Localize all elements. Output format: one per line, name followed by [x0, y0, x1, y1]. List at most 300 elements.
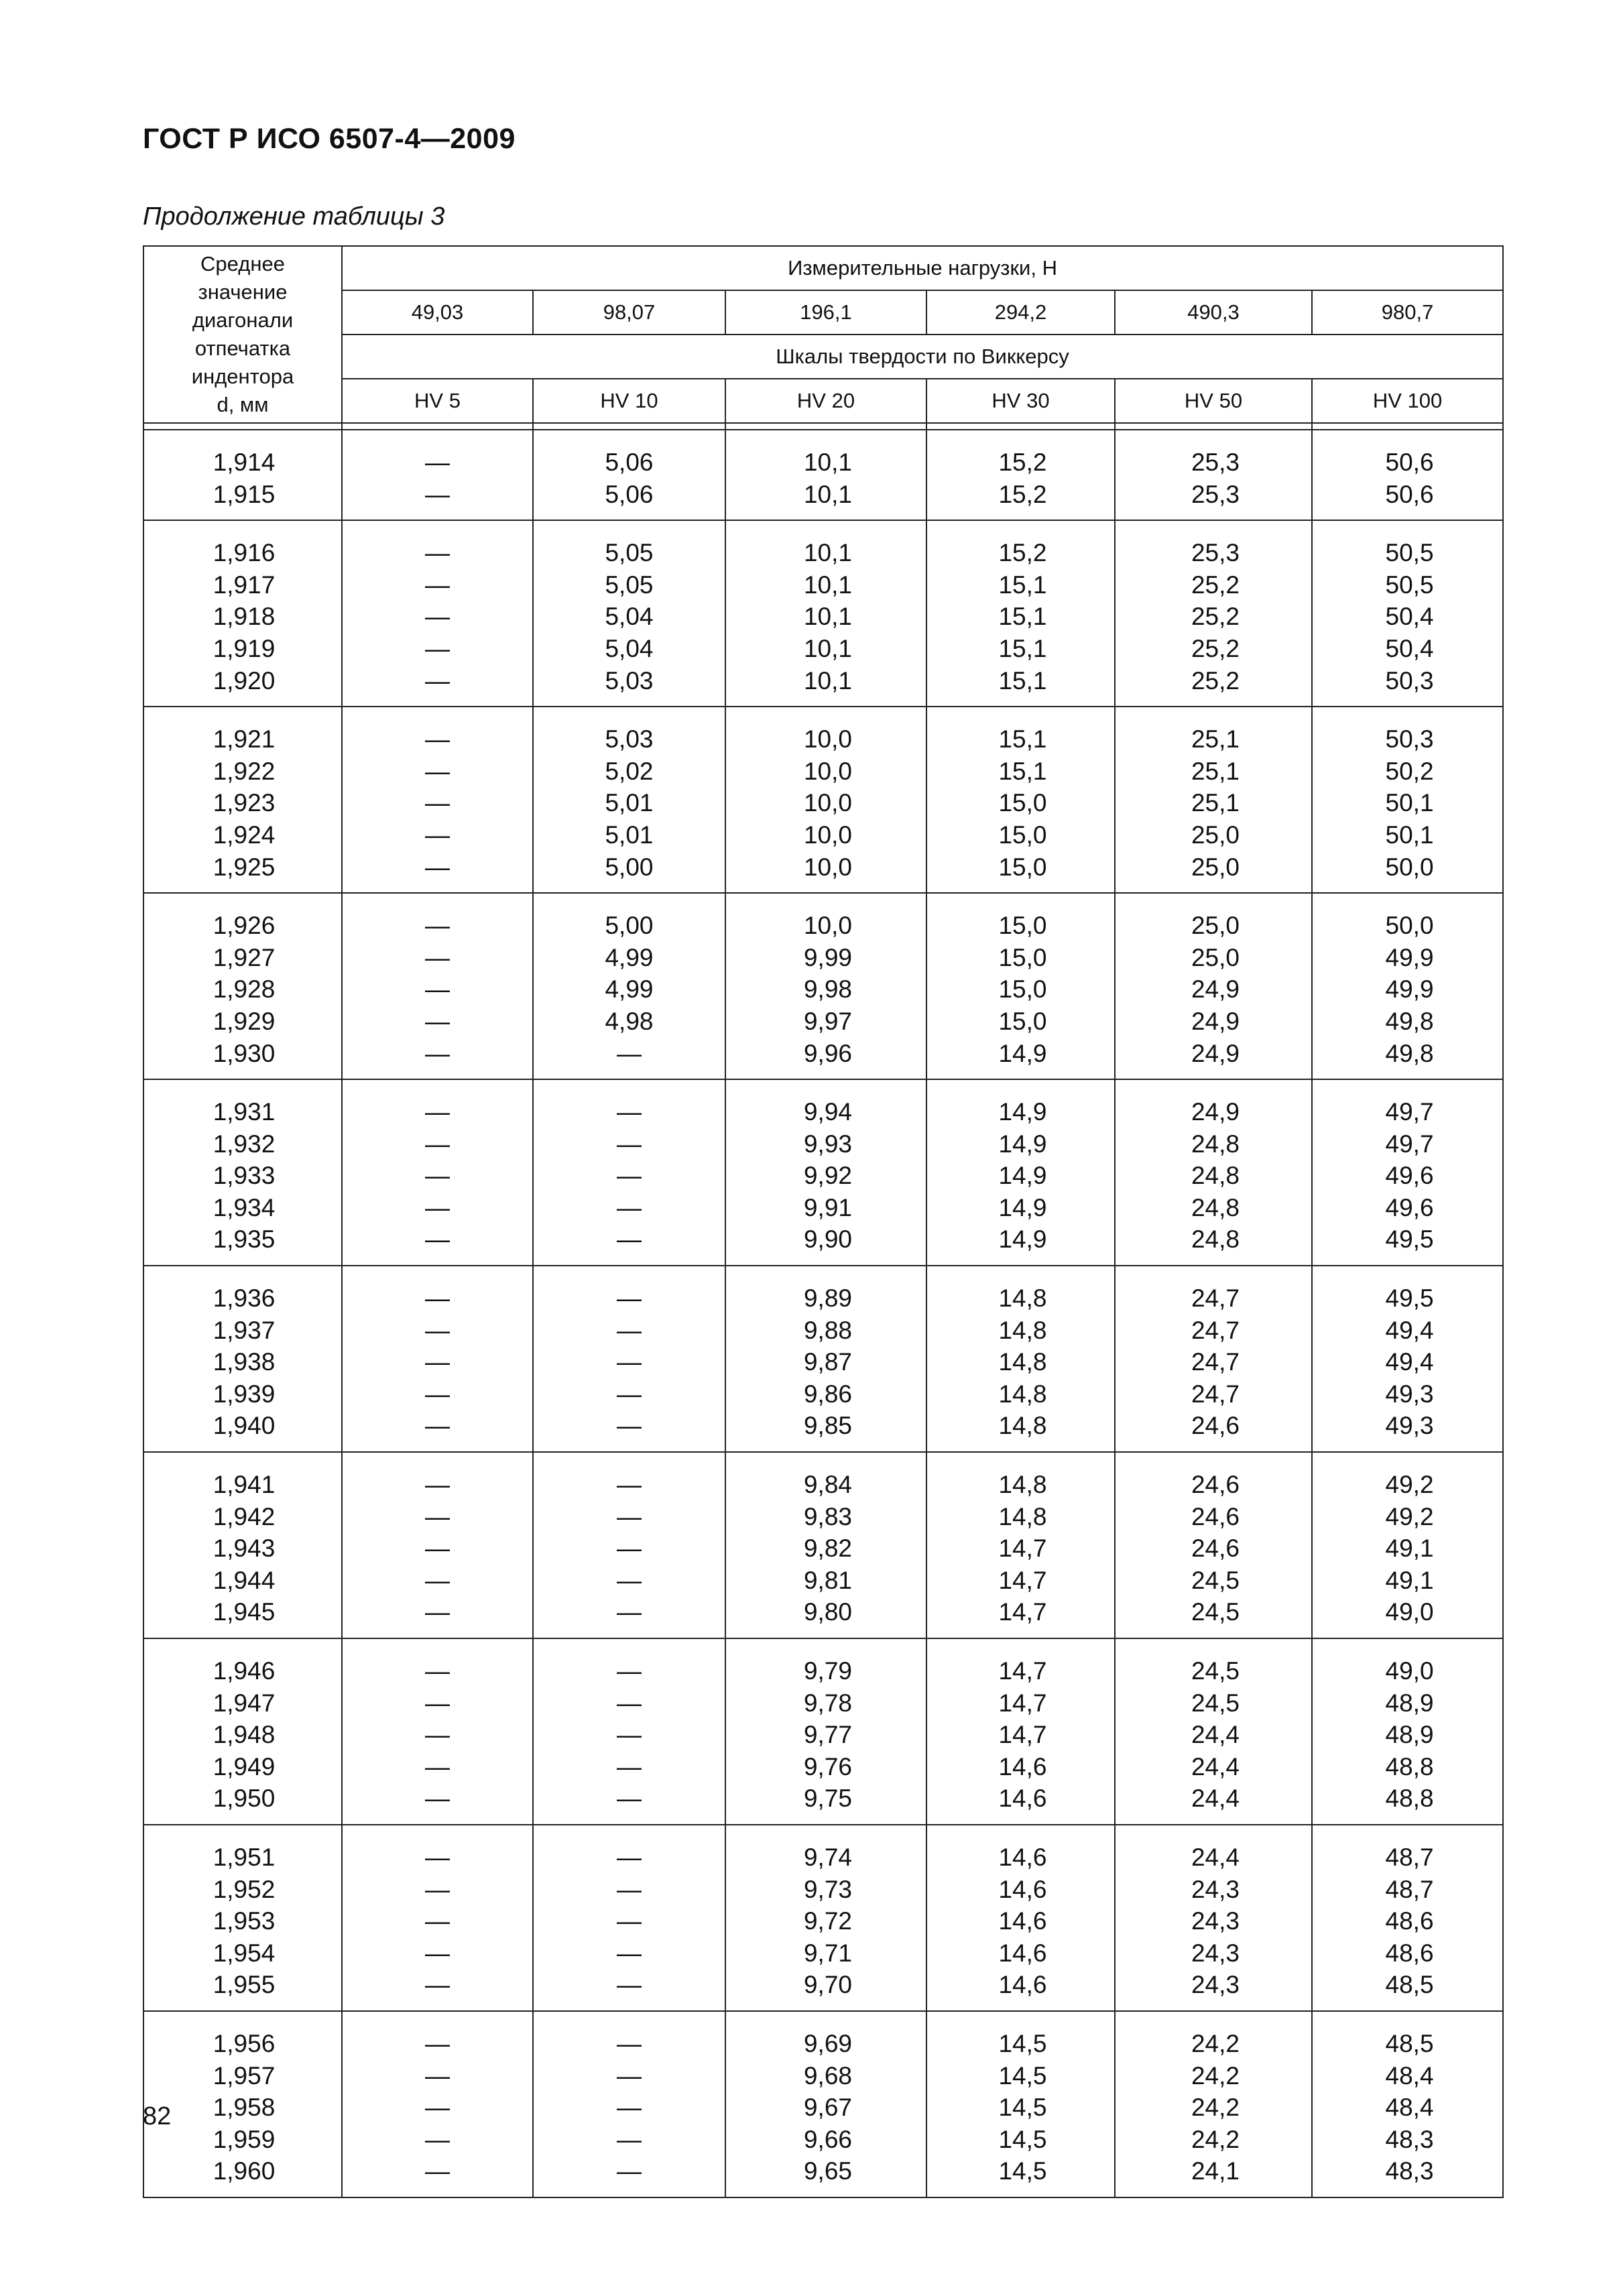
cell-value: — — [617, 1752, 642, 1780]
cell-value: 14,7 — [998, 1598, 1047, 1626]
cell-hv50 — [1115, 1638, 1312, 1825]
cell-value: 48,9 — [1385, 1721, 1434, 1749]
cell-value: 9,76 — [803, 1752, 852, 1780]
table-row-group — [143, 1825, 1503, 2011]
cell-hv30 — [926, 520, 1115, 707]
cell-value: 1,956 — [213, 2029, 276, 2057]
cell-hv30 — [926, 1638, 1115, 1825]
cell-value: — — [425, 943, 450, 971]
load-cell: 49,03 — [342, 290, 533, 335]
table-row — [143, 893, 1503, 1079]
cell-value: — — [617, 2157, 642, 2185]
cell-value: 24,7 — [1191, 1348, 1240, 1376]
cell-value: 14,7 — [998, 1657, 1047, 1685]
cell-value: 24,2 — [1191, 2061, 1240, 2090]
cell-value: 1,957 — [213, 2061, 276, 2090]
load-cell: 98,07 — [533, 290, 725, 335]
cell-value: 49,8 — [1385, 1007, 1434, 1035]
cell-value: 5,05 — [605, 570, 654, 599]
cell-value: 1,919 — [213, 634, 276, 662]
cell-value: 10,0 — [803, 757, 852, 785]
cell-value: 48,6 — [1385, 1939, 1434, 1967]
cell-value: — — [425, 2061, 450, 2090]
cell-value: — — [425, 1566, 450, 1594]
cell-value: — — [425, 1193, 450, 1221]
cell-hv20 — [725, 1638, 926, 1825]
cell-value: 1,928 — [213, 975, 276, 1004]
cell-value: 15,0 — [998, 943, 1047, 971]
cell-value: — — [617, 1971, 642, 1999]
cell-value: 14,9 — [998, 1162, 1047, 1190]
cell-value: 14,6 — [998, 1875, 1047, 1903]
cell-value: 24,3 — [1191, 1939, 1240, 1967]
cell-value: — — [425, 1875, 450, 1903]
cell-value: 1,950 — [213, 1785, 276, 1813]
cell-value: — — [425, 634, 450, 662]
cell-value: — — [425, 1721, 450, 1749]
cell-value: 14,7 — [998, 1721, 1047, 1749]
cell-hv30 — [926, 1825, 1115, 2011]
cell-value: — — [425, 2029, 450, 2057]
cell-value: 9,78 — [803, 1689, 852, 1717]
cell-value: 1,949 — [213, 1752, 276, 1780]
cell-value: 24,4 — [1191, 1752, 1240, 1780]
cell-hv100 — [1312, 2011, 1503, 2197]
cell-value: 9,94 — [803, 1098, 852, 1126]
cell-value: 5,04 — [605, 603, 654, 631]
cell-value: 24,9 — [1191, 975, 1240, 1004]
cell-value: 10,0 — [803, 789, 852, 817]
cell-value: 25,3 — [1191, 480, 1240, 508]
cell-value: 1,959 — [213, 2125, 276, 2153]
cell-value: 1,944 — [213, 1566, 276, 1594]
cell-value: 14,5 — [998, 2125, 1047, 2153]
cell-value: 5,03 — [605, 666, 654, 694]
cell-hv10 — [533, 707, 725, 893]
table-row — [143, 707, 1503, 893]
cell-value: — — [617, 1785, 642, 1813]
cell-value: 10,0 — [803, 725, 852, 753]
cell-value: — — [617, 1875, 642, 1903]
cell-value: 24,2 — [1191, 2094, 1240, 2122]
cell-value: 25,0 — [1191, 912, 1240, 940]
table-row-group — [143, 1079, 1503, 1266]
cell-hv20 — [725, 1825, 926, 2011]
cell-hv10 — [533, 2011, 725, 2197]
cell-value: 1,935 — [213, 1225, 276, 1254]
cell-value: 5,02 — [605, 757, 654, 785]
cell-value: 1,953 — [213, 1907, 276, 1935]
cell-value: 25,2 — [1191, 634, 1240, 662]
scale-cell: HV 100 — [1312, 379, 1503, 423]
cell-value: 1,929 — [213, 1007, 276, 1035]
cell-value: 25,1 — [1191, 757, 1240, 785]
document-title: ГОСТ Р ИСО 6507-4—2009 — [143, 123, 516, 155]
cell-value: 15,2 — [998, 448, 1047, 476]
cell-value: 14,8 — [998, 1502, 1047, 1530]
cell-value: 9,77 — [803, 1721, 852, 1749]
cell-value: 1,930 — [213, 1039, 276, 1067]
cell-value: — — [425, 975, 450, 1004]
cell-hv50 — [1115, 707, 1312, 893]
cell-value: 9,84 — [803, 1471, 852, 1499]
cell-value: — — [425, 1939, 450, 1967]
cell-value: — — [617, 1471, 642, 1499]
cell-value: — — [617, 1689, 642, 1717]
cell-value: 24,3 — [1191, 1907, 1240, 1935]
cell-value: 1,948 — [213, 1721, 276, 1749]
cell-value: — — [425, 448, 450, 476]
cell-value: 1,916 — [213, 539, 276, 567]
param-header-line: значение — [198, 280, 288, 304]
cell-value: 15,2 — [998, 480, 1047, 508]
diagonal-column-header — [143, 246, 342, 423]
cell-value: 49,1 — [1385, 1566, 1434, 1594]
cell-value: 15,0 — [998, 821, 1047, 849]
cell-value: 9,92 — [803, 1162, 852, 1190]
cell-value: 24,8 — [1191, 1225, 1240, 1254]
table-header — [143, 246, 1503, 430]
cell-value: — — [425, 1689, 450, 1717]
table-caption: Продолжение таблицы 3 — [143, 202, 445, 231]
cell-value: 24,2 — [1191, 2125, 1240, 2153]
cell-value: 1,938 — [213, 1348, 276, 1376]
cell-hv10 — [533, 1266, 725, 1452]
cell-value: — — [425, 666, 450, 694]
cell-value: 1,933 — [213, 1162, 276, 1190]
cell-value: — — [425, 853, 450, 881]
cell-value: 48,4 — [1385, 2094, 1434, 2122]
loads-header: Измерительные нагрузки, Н — [342, 246, 1503, 290]
cell-value: 9,82 — [803, 1534, 852, 1563]
cell-d — [143, 430, 342, 520]
cell-value: 25,0 — [1191, 853, 1240, 881]
cell-value: 1,924 — [213, 821, 276, 849]
scale-cell: HV 5 — [342, 379, 533, 423]
param-header-line: диагонали — [192, 308, 294, 332]
cell-value: 5,00 — [605, 912, 654, 940]
cell-value: — — [425, 725, 450, 753]
cell-value: 1,931 — [213, 1098, 276, 1126]
cell-value: 48,8 — [1385, 1785, 1434, 1813]
cell-value: 10,0 — [803, 912, 852, 940]
cell-value: — — [425, 480, 450, 508]
load-cell: 490,3 — [1115, 290, 1312, 335]
cell-hv10 — [533, 1452, 725, 1638]
cell-value: 9,88 — [803, 1316, 852, 1344]
cell-value: 48,7 — [1385, 1843, 1434, 1871]
cell-value: 14,6 — [998, 1752, 1047, 1780]
cell-hv100 — [1312, 1079, 1503, 1266]
cell-hv5 — [342, 707, 533, 893]
cell-hv5 — [342, 430, 533, 520]
table-row — [143, 1266, 1503, 1452]
cell-value: 50,0 — [1385, 912, 1434, 940]
cell-value: 48,8 — [1385, 1752, 1434, 1780]
cell-value: 48,3 — [1385, 2157, 1434, 2185]
cell-value: 15,2 — [998, 539, 1047, 567]
cell-value: — — [617, 1907, 642, 1935]
cell-value: 24,7 — [1191, 1316, 1240, 1344]
cell-value: 49,2 — [1385, 1502, 1434, 1530]
cell-value: 9,93 — [803, 1130, 852, 1158]
cell-hv5 — [342, 520, 533, 707]
cell-value: 14,8 — [998, 1284, 1047, 1313]
cell-value: 1,951 — [213, 1843, 276, 1871]
cell-hv50 — [1115, 1266, 1312, 1452]
cell-value: 15,1 — [998, 666, 1047, 694]
cell-value: 50,6 — [1385, 448, 1434, 476]
cell-value: — — [425, 1162, 450, 1190]
cell-value: 24,8 — [1191, 1130, 1240, 1158]
cell-value: 1,922 — [213, 757, 276, 785]
cell-value: 5,05 — [605, 539, 654, 567]
cell-value: 14,6 — [998, 1843, 1047, 1871]
cell-value: 10,1 — [803, 634, 852, 662]
cell-value: 1,927 — [213, 943, 276, 971]
cell-value: 15,1 — [998, 603, 1047, 631]
table-row-group — [143, 1638, 1503, 1825]
cell-value: 1,939 — [213, 1380, 276, 1408]
cell-value: 1,937 — [213, 1316, 276, 1344]
cell-hv100 — [1312, 893, 1503, 1079]
cell-value: 9,69 — [803, 2029, 852, 2057]
cell-value: 49,8 — [1385, 1039, 1434, 1067]
cell-value: 14,5 — [998, 2094, 1047, 2122]
cell-value: 1,914 — [213, 448, 276, 476]
cell-value: 1,923 — [213, 789, 276, 817]
cell-value: 14,9 — [998, 1193, 1047, 1221]
cell-value: 9,90 — [803, 1225, 852, 1254]
cell-value: 50,3 — [1385, 725, 1434, 753]
cell-value: 14,9 — [998, 1225, 1047, 1254]
cell-value: 9,79 — [803, 1657, 852, 1685]
table-row — [143, 520, 1503, 707]
cell-value: 10,1 — [803, 448, 852, 476]
cell-hv5 — [342, 1079, 533, 1266]
cell-d — [143, 893, 342, 1079]
cell-value: — — [425, 1412, 450, 1440]
cell-value: 50,4 — [1385, 603, 1434, 631]
cell-hv100 — [1312, 1638, 1503, 1825]
cell-value: 9,99 — [803, 943, 852, 971]
cell-value: 15,0 — [998, 1007, 1047, 1035]
cell-value: 15,0 — [998, 789, 1047, 817]
scale-cell: HV 10 — [533, 379, 725, 423]
cell-value: 14,6 — [998, 1785, 1047, 1813]
cell-value: 49,7 — [1385, 1130, 1434, 1158]
scales-header: Шкалы твердости по Виккерсу — [342, 335, 1503, 379]
cell-value: 48,9 — [1385, 1689, 1434, 1717]
cell-value: — — [617, 1380, 642, 1408]
cell-value: 15,0 — [998, 912, 1047, 940]
cell-value: — — [425, 1471, 450, 1499]
cell-value: 50,0 — [1385, 853, 1434, 881]
scale-cell: HV 30 — [926, 379, 1115, 423]
cell-value: — — [425, 1843, 450, 1871]
load-cell: 196,1 — [725, 290, 926, 335]
cell-value: 5,01 — [605, 789, 654, 817]
cell-value: 1,960 — [213, 2157, 276, 2185]
cell-value: 1,943 — [213, 1534, 276, 1563]
cell-value: 4,99 — [605, 943, 654, 971]
cell-hv5 — [342, 1825, 533, 2011]
cell-value: 1,947 — [213, 1689, 276, 1717]
cell-hv50 — [1115, 893, 1312, 1079]
table-row-group — [143, 1452, 1503, 1638]
cell-hv100 — [1312, 1266, 1503, 1452]
cell-value: — — [425, 1534, 450, 1563]
cell-hv10 — [533, 893, 725, 1079]
cell-value: 48,6 — [1385, 1907, 1434, 1935]
cell-value: 48,5 — [1385, 2029, 1434, 2057]
cell-value: — — [425, 1971, 450, 1999]
cell-value: 9,80 — [803, 1598, 852, 1626]
cell-value: 14,8 — [998, 1316, 1047, 1344]
cell-value: 1,915 — [213, 480, 276, 508]
table-row-group — [143, 520, 1503, 707]
table-row — [143, 2011, 1503, 2197]
cell-value: — — [425, 1284, 450, 1313]
cell-value: — — [425, 570, 450, 599]
cell-value: 50,5 — [1385, 570, 1434, 599]
cell-value: 5,01 — [605, 821, 654, 849]
cell-d — [143, 520, 342, 707]
cell-value: 9,85 — [803, 1412, 852, 1440]
cell-hv20 — [725, 430, 926, 520]
cell-d — [143, 1825, 342, 2011]
cell-value: 1,932 — [213, 1130, 276, 1158]
cell-value: — — [617, 1412, 642, 1440]
cell-value: 1,958 — [213, 2094, 276, 2122]
cell-value: — — [425, 1130, 450, 1158]
cell-value: — — [425, 1598, 450, 1626]
cell-value: 49,5 — [1385, 1284, 1434, 1313]
cell-value: 48,4 — [1385, 2061, 1434, 2090]
cell-hv30 — [926, 707, 1115, 893]
cell-value: 24,4 — [1191, 1721, 1240, 1749]
cell-value: 1,942 — [213, 1502, 276, 1530]
cell-value: 49,3 — [1385, 1412, 1434, 1440]
cell-value: 49,2 — [1385, 1471, 1434, 1499]
cell-value: 50,2 — [1385, 757, 1434, 785]
table-row — [143, 1638, 1503, 1825]
cell-value: 50,1 — [1385, 821, 1434, 849]
cell-value: 49,9 — [1385, 943, 1434, 971]
cell-value: 9,75 — [803, 1785, 852, 1813]
cell-hv5 — [342, 1452, 533, 1638]
cell-hv20 — [725, 707, 926, 893]
cell-value: — — [617, 1534, 642, 1563]
cell-value: 24,5 — [1191, 1566, 1240, 1594]
cell-value: — — [425, 1039, 450, 1067]
cell-value: 14,7 — [998, 1534, 1047, 1563]
cell-hv5 — [342, 1266, 533, 1452]
cell-value: 49,4 — [1385, 1316, 1434, 1344]
cell-hv10 — [533, 1638, 725, 1825]
cell-value: — — [425, 912, 450, 940]
scale-cell: HV 50 — [1115, 379, 1312, 423]
cell-value: 24,5 — [1191, 1689, 1240, 1717]
cell-hv50 — [1115, 520, 1312, 707]
cell-value: 15,0 — [998, 853, 1047, 881]
cell-value: — — [425, 1098, 450, 1126]
cell-value: 48,7 — [1385, 1875, 1434, 1903]
table-row-group — [143, 2011, 1503, 2197]
cell-value: 15,0 — [998, 975, 1047, 1004]
cell-value: 9,86 — [803, 1380, 852, 1408]
cell-value: — — [617, 1098, 642, 1126]
cell-value: 1,925 — [213, 853, 276, 881]
table-row — [143, 1825, 1503, 2011]
cell-value: 10,1 — [803, 480, 852, 508]
cell-value: 48,3 — [1385, 2125, 1434, 2153]
cell-value: — — [617, 2061, 642, 2090]
param-header-line: Среднее — [200, 252, 285, 276]
cell-hv50 — [1115, 2011, 1312, 2197]
cell-value: 5,00 — [605, 853, 654, 881]
scale-cell: HV 20 — [725, 379, 926, 423]
cell-value: 9,87 — [803, 1348, 852, 1376]
table-row-group — [143, 893, 1503, 1079]
cell-value: 49,0 — [1385, 1598, 1434, 1626]
cell-value: — — [617, 1566, 642, 1594]
cell-value: 15,1 — [998, 725, 1047, 753]
cell-value: 24,6 — [1191, 1502, 1240, 1530]
cell-value: 14,6 — [998, 1939, 1047, 1967]
cell-value: 50,6 — [1385, 480, 1434, 508]
cell-value: — — [425, 1502, 450, 1530]
cell-value: 24,9 — [1191, 1098, 1240, 1126]
cell-value: 5,06 — [605, 480, 654, 508]
cell-hv30 — [926, 1079, 1115, 1266]
cell-value: 9,65 — [803, 2157, 852, 2185]
cell-value: 24,8 — [1191, 1193, 1240, 1221]
cell-value: 9,73 — [803, 1875, 852, 1903]
cell-value: 9,89 — [803, 1284, 852, 1313]
cell-hv20 — [725, 1079, 926, 1266]
cell-value: — — [617, 1284, 642, 1313]
cell-value: 25,2 — [1191, 603, 1240, 631]
cell-d — [143, 707, 342, 893]
param-header-line: индентора — [191, 365, 294, 388]
cell-hv10 — [533, 520, 725, 707]
cell-value: 9,81 — [803, 1566, 852, 1594]
cell-value: 25,1 — [1191, 725, 1240, 753]
cell-value: — — [617, 1162, 642, 1190]
cell-hv20 — [725, 2011, 926, 2197]
cell-value: — — [617, 1039, 642, 1067]
cell-value: 9,66 — [803, 2125, 852, 2153]
cell-value: 9,70 — [803, 1971, 852, 1999]
loads-row — [143, 290, 1503, 335]
cell-value: 14,8 — [998, 1412, 1047, 1440]
cell-hv30 — [926, 1266, 1115, 1452]
cell-value: 48,5 — [1385, 1971, 1434, 1999]
cell-value: 1,926 — [213, 912, 276, 940]
cell-value: 4,98 — [605, 1007, 654, 1035]
cell-hv100 — [1312, 1452, 1503, 1638]
cell-value: 5,04 — [605, 634, 654, 662]
cell-value: 14,8 — [998, 1380, 1047, 1408]
cell-value: 14,7 — [998, 1689, 1047, 1717]
cell-value: 5,06 — [605, 448, 654, 476]
cell-value: 24,7 — [1191, 1284, 1240, 1313]
cell-value: 9,74 — [803, 1843, 852, 1871]
cell-value: 14,6 — [998, 1971, 1047, 1999]
cell-value: 25,1 — [1191, 789, 1240, 817]
cell-value: 1,954 — [213, 1939, 276, 1967]
